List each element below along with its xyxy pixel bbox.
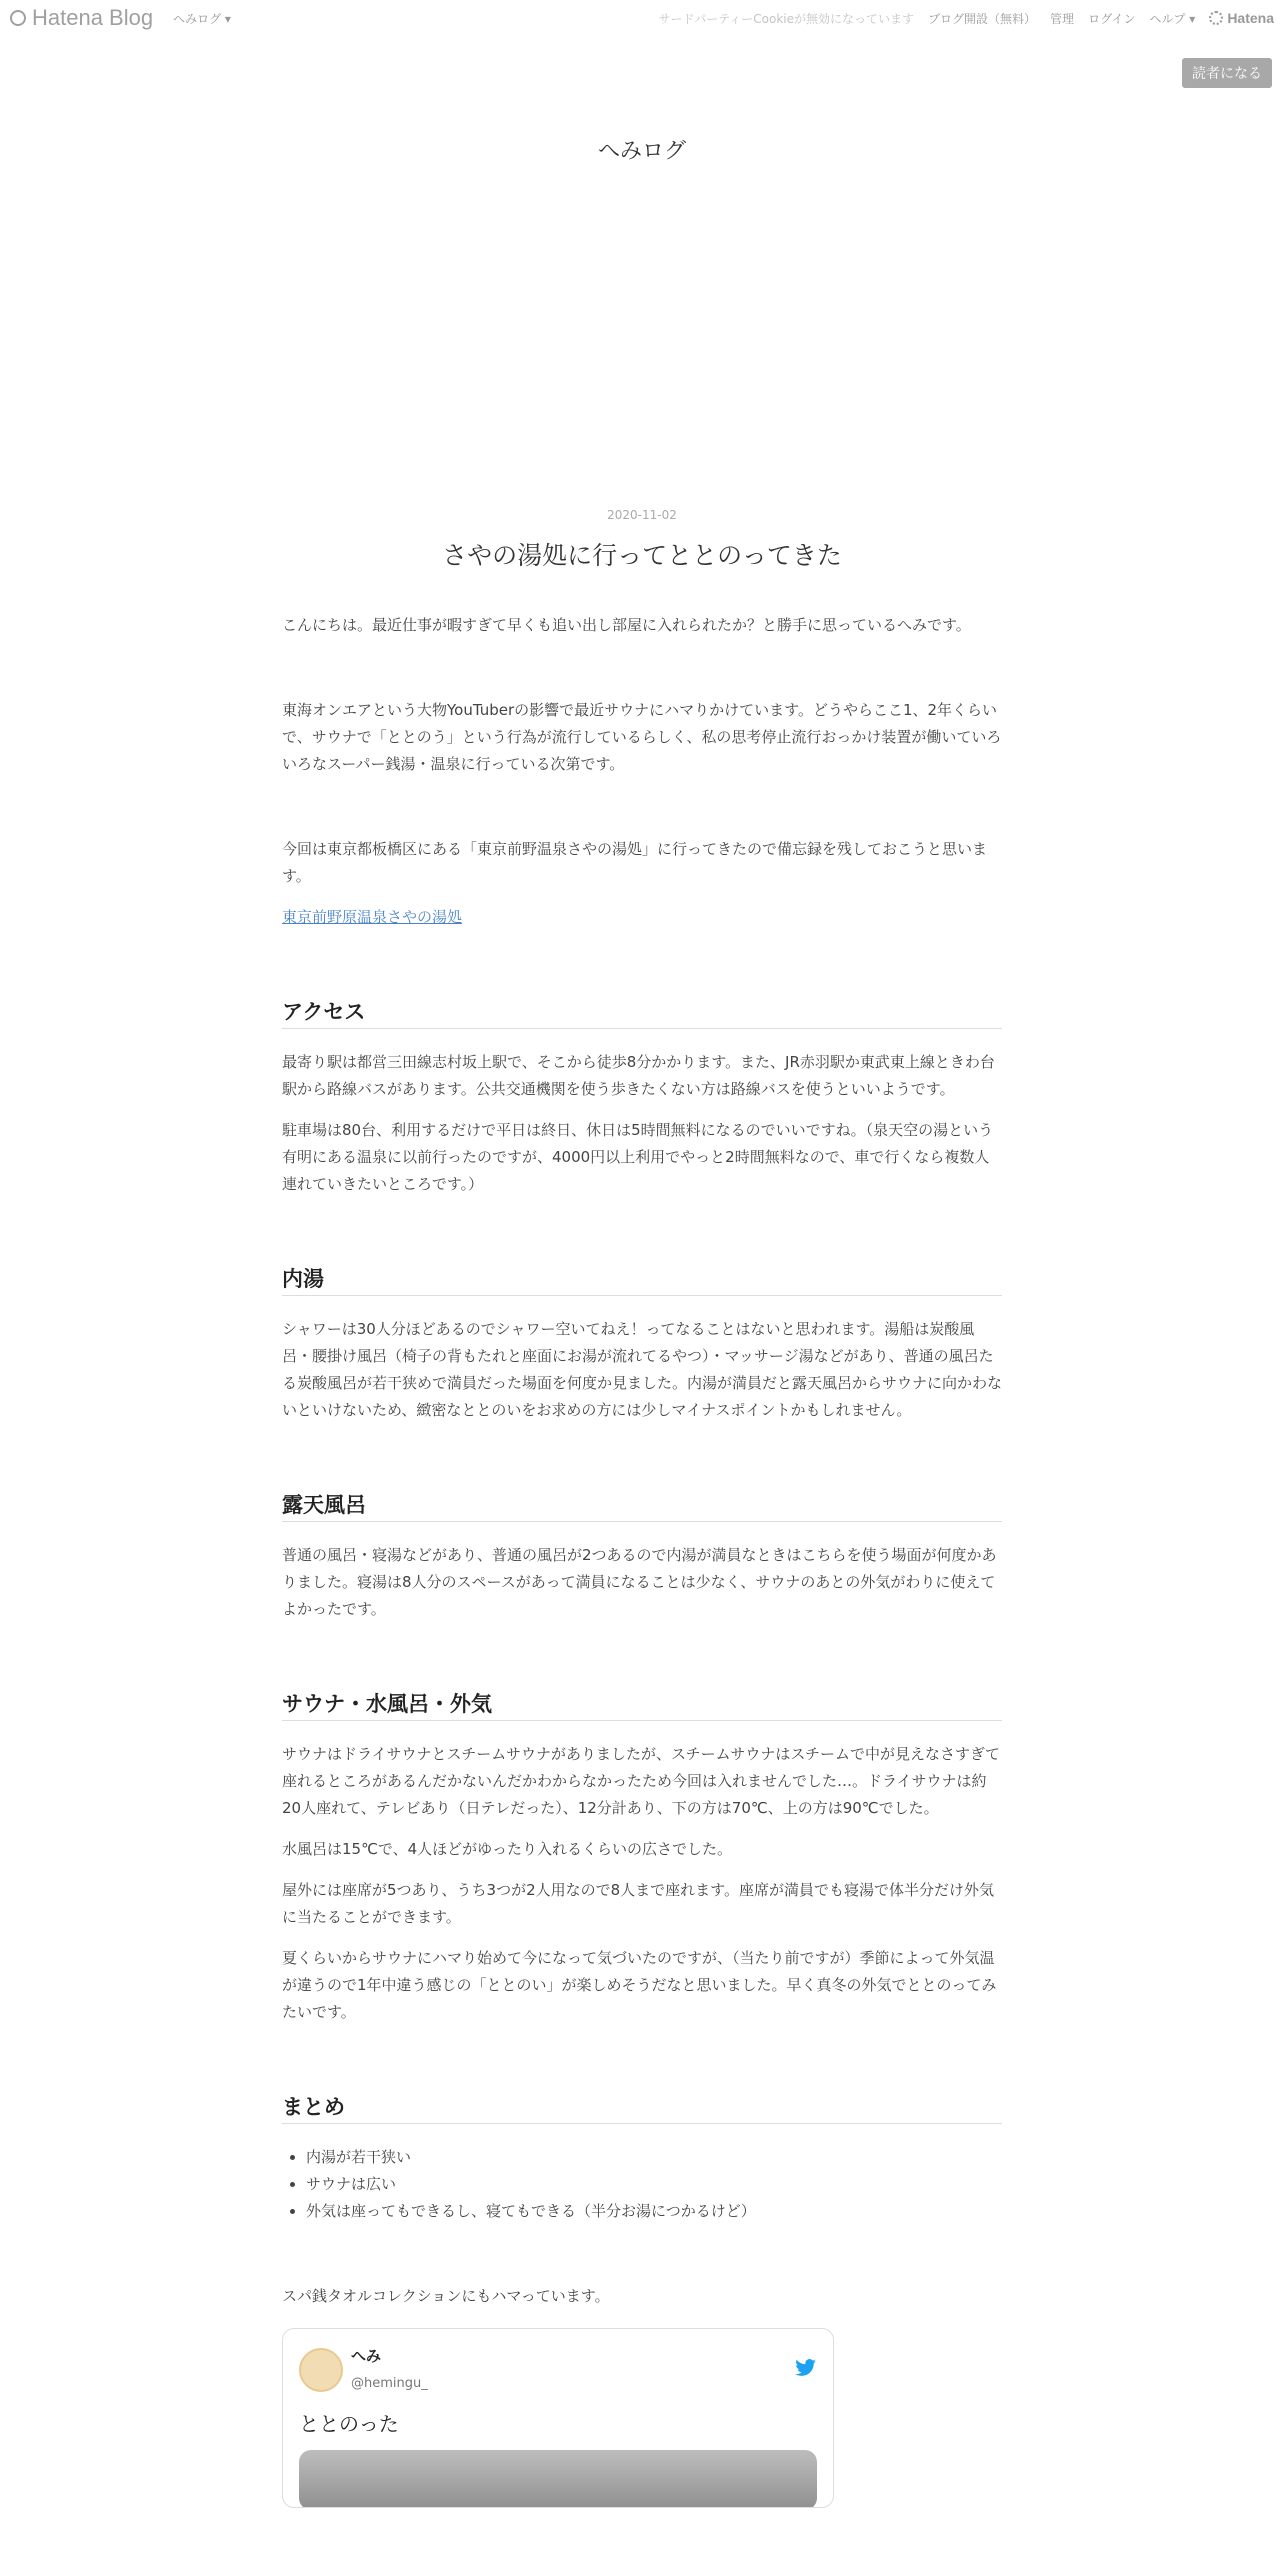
embedded-tweet[interactable] [282,2328,834,2508]
list-item: • 外気は座ってもできるし、寝てもできる（半分お湯につかるけど） [306,2198,1002,2225]
cookie-notice[interactable]: サードパーティーCookieが無効になっています [658,11,915,26]
avatar[interactable] [299,2348,343,2392]
header-right [659,10,1275,27]
access-paragraph-1: 最寄り駅は都営三田線志村坂上駅で、そこから徒歩8分かかります。また、JR赤羽駅か東武東上線ときわ台駅から路線バスがあります。公共交通機関を使う歩きたくない方は路線バスを使うといいようです。 [282,1053,995,1098]
entry-content [282,612,1002,2508]
heading-summary: まとめ [282,2094,1002,2124]
open-blog-link[interactable]: ブログ開設（無料） [928,11,1037,26]
tweet-image[interactable] [299,2450,817,2508]
hatena-logo-icon [10,10,26,26]
blog-title[interactable]: へみログ [597,139,686,164]
access-paragraph-2: 駐車場は80台、利用するだけで平日は終日、休日は5時間無料になるのでいいですね。（泉天空の湯という有明にある温泉に以前行ったのですが、4000円以上利用でやっと2時間無料なので、車で行くなら複数人連れていきたいところです。） [282,1121,994,1193]
help-dropdown[interactable]: ヘルプ ▾ [1149,11,1196,26]
uchiyu-paragraph: シャワーは30人分ほどあるのでシャワー空いてねえ！ってなることはないと思われます。湯船は炭酸風呂・腰掛け風呂（椅子の背もたれと座面にお湯が流れてるやつ）・マッサージ湯などがあり、普通の風呂たる炭酸風呂が若干狭めで満員だった場面を何度か見ました。内湯が満員だと露天風呂からサウナに向かわないといけないため、緻密なととのいをお求めの方には少しマイナスポイントかもしれません。 [282,1320,1003,1419]
hatena-text: Hatena [1227,10,1274,26]
sauna-paragraph-3: 屋外には座席が5つあり、うち3つが2人用なので8人まで座れます。座席が満員でも寝湯で体半分だけ外気に当たることができます。 [282,1881,994,1926]
header-left [10,5,231,31]
tweet-user[interactable] [299,2343,428,2397]
hatena-blog-logo[interactable] [10,5,153,31]
logo-text: Hatena Blog [32,5,154,30]
spa-link[interactable]: 東京前野原温泉さやの湯処 [282,908,463,926]
entry-date[interactable]: 2020-11-02 [607,508,677,522]
purpose-paragraph: 今回は東京都板橋区にある「東京前野温泉さやの湯処」に行ってきたので備忘録を残しておこうと思います。 [282,840,988,885]
twitter-bird-icon[interactable] [795,2357,817,2384]
tweet-header [299,2343,817,2397]
hatena-dots-icon [1209,11,1223,25]
summary-list [282,2144,1002,2225]
tweet-text: ととのった [299,2412,399,2436]
blog-menu-dropdown[interactable]: へみログ ▾ [173,11,231,26]
background-paragraph: 東海オンエアという大物YouTuberの影響で最近サウナにハマりかけています。どうやらここ1、2年くらいで、サウナで「ととのう」という行為が流行しているらしく、私の思考停止流行おっかけ装置が働いていろいろなスーパー銭湯・温泉に行っている次第です。 [282,701,1002,773]
roten-paragraph: 普通の風呂・寝湯などがあり、普通の風呂が2つあるので内湯が満員なときはこちらを使う場面が何度かありました。寝湯は8人分のスペースがあって満員になることは少なく、サウナのあとの外気がわりに使えてよかったです。 [282,1546,997,1618]
heading-sauna: サウナ・水風呂・外気 [282,1691,1002,1721]
subscribe-button[interactable]: 読者になる [1182,58,1272,88]
hatena-link[interactable] [1209,10,1274,26]
list-item: • サウナは広い [306,2171,1002,2198]
heading-access: アクセス [282,999,1002,1029]
login-link[interactable]: ログイン [1088,11,1136,26]
list-item: • 内湯が若干狭い [306,2144,1002,2171]
tweet-author-name[interactable]: へみ [351,2347,382,2365]
intro-paragraph: こんにちは。最近仕事が暇すぎて早くも追い出し部屋に入れられたか？と勝手に思っているへみです。 [282,616,971,634]
heading-uchiyu: 内湯 [282,1266,1002,1296]
heading-roten: 露天風呂 [282,1492,1002,1522]
sauna-paragraph-4: 夏くらいからサウナにハマり始めて今になって気づいたのですが、（当たり前ですが）季節によって外気温が違うので1年中違う感じの「ととのい」が楽しめそうだなと思いました。早く真冬の外気でととのってみたいです。 [282,1949,997,2021]
tweet-author-handle[interactable]: @hemingu_ [351,2376,428,2391]
entry-title[interactable]: さやの湯処に行ってととのってきた [442,541,842,570]
global-header [0,0,1284,36]
sauna-paragraph-2: 水風呂は15℃で、4人ほどがゆったり入れるくらいの広さでした。 [282,1840,733,1858]
sauna-paragraph-1: サウナはドライサウナとスチームサウナがありましたが、スチームサウナはスチームで中が見えなさすぎて座れるところがあるんだかないんだかわからなかったため今回は入れませんでした…。ドライサウナは約20人座れて、テレビあり（日テレだった）、12分計あり、下の方は70℃、上の方は90℃でした。 [282,1745,1001,1817]
towel-paragraph: スパ銭タオルコレクションにもハマっています。 [282,2287,610,2305]
article [282,508,1002,2508]
admin-link[interactable]: 管理 [1050,11,1075,26]
